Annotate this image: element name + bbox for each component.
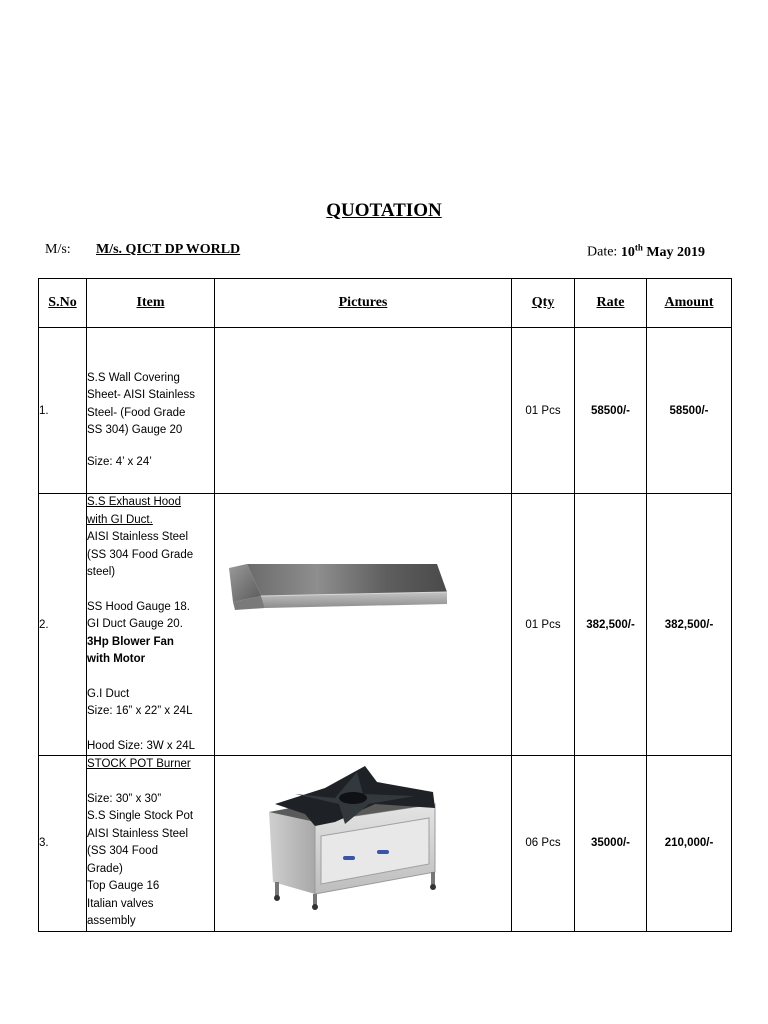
row-rate: 35000/- [575, 756, 647, 932]
item-line: Steel- (Food Grade [87, 406, 186, 419]
item-line: Size: 16” x 22” x 24L [87, 705, 193, 717]
item-line: with GI Duct. [87, 513, 153, 526]
row-rate: 382,500/- [575, 494, 647, 756]
item-line: with Motor [87, 653, 146, 665]
stock-pot-burner-image [265, 764, 445, 914]
header-qty: Qty [512, 279, 575, 328]
item-line: Size: 4’ x 24’ [87, 455, 152, 468]
item-line: Size: 30” x 30” [87, 792, 162, 805]
item-line: Italian valves [87, 897, 154, 910]
date-rest: May 2019 [646, 244, 706, 260]
row-qty: 01 Pcs [512, 494, 575, 756]
exhaust-hood-image [227, 556, 451, 614]
header-pictures: Pictures [215, 279, 512, 328]
header-amount: Amount [647, 279, 732, 328]
item-line: (SS 304 Food [87, 845, 158, 857]
row-item [87, 328, 215, 494]
item-line: S.S Single Stock Pot [87, 810, 194, 822]
row-sno: 2. [39, 494, 87, 756]
date-suffix: th [634, 242, 643, 252]
item-line: STOCK POT Burner [87, 758, 191, 770]
item-line: GI Duct Gauge 20. [87, 618, 183, 630]
item-line: Grade) [87, 862, 123, 875]
item-line: assembly [87, 915, 136, 927]
header-rate: Rate [575, 279, 647, 328]
header-sno: S.No [39, 279, 87, 328]
item-line: G.I Duct [87, 687, 130, 700]
item-line: SS Hood Gauge 18. [87, 600, 190, 613]
row-qty: 06 Pcs [512, 756, 575, 932]
table-row [39, 494, 732, 756]
date [587, 242, 705, 261]
row-rate: 58500/- [575, 328, 647, 494]
row-amount: 382,500/- [647, 494, 732, 756]
item-line: S.S Exhaust Hood [87, 496, 181, 508]
item-line: SS 304) Gauge 20 [87, 424, 183, 437]
customer-name: M/s. QICT DP WORLD [96, 242, 241, 257]
table-header-row [39, 279, 732, 328]
item-line: Hood Size: 3W x 24L [87, 739, 196, 752]
row-amount: 58500/- [647, 328, 732, 494]
item-line: steel) [87, 566, 116, 578]
item-line: Top Gauge 16 [87, 880, 160, 892]
row-item [87, 756, 215, 932]
date-value [620, 242, 706, 260]
table-row [39, 328, 732, 494]
item-line: 3Hp Blower Fan [87, 635, 174, 648]
row-sno: 1. [39, 328, 87, 494]
quotation-table [38, 278, 732, 932]
item-line: AISI Stainless Steel [87, 531, 188, 543]
document-title: QUOTATION [326, 200, 442, 221]
date-day: 10 [620, 244, 635, 260]
row-qty: 01 Pcs [512, 328, 575, 494]
item-line: Sheet- AISI Stainless [87, 389, 196, 402]
item-line: AISI Stainless Steel [87, 827, 188, 840]
customer-label: M/s: [45, 242, 71, 257]
row-picture [215, 494, 512, 756]
header-item: Item [87, 279, 215, 328]
date-label: Date: [587, 244, 618, 260]
row-item [87, 494, 215, 756]
table-row [39, 756, 732, 932]
row-sno: 3. [39, 756, 87, 932]
item-line: S.S Wall Covering [87, 371, 180, 384]
row-amount: 210,000/- [647, 756, 732, 932]
row-picture [215, 328, 512, 494]
row-picture [215, 756, 512, 932]
item-line: (SS 304 Food Grade [87, 548, 194, 561]
